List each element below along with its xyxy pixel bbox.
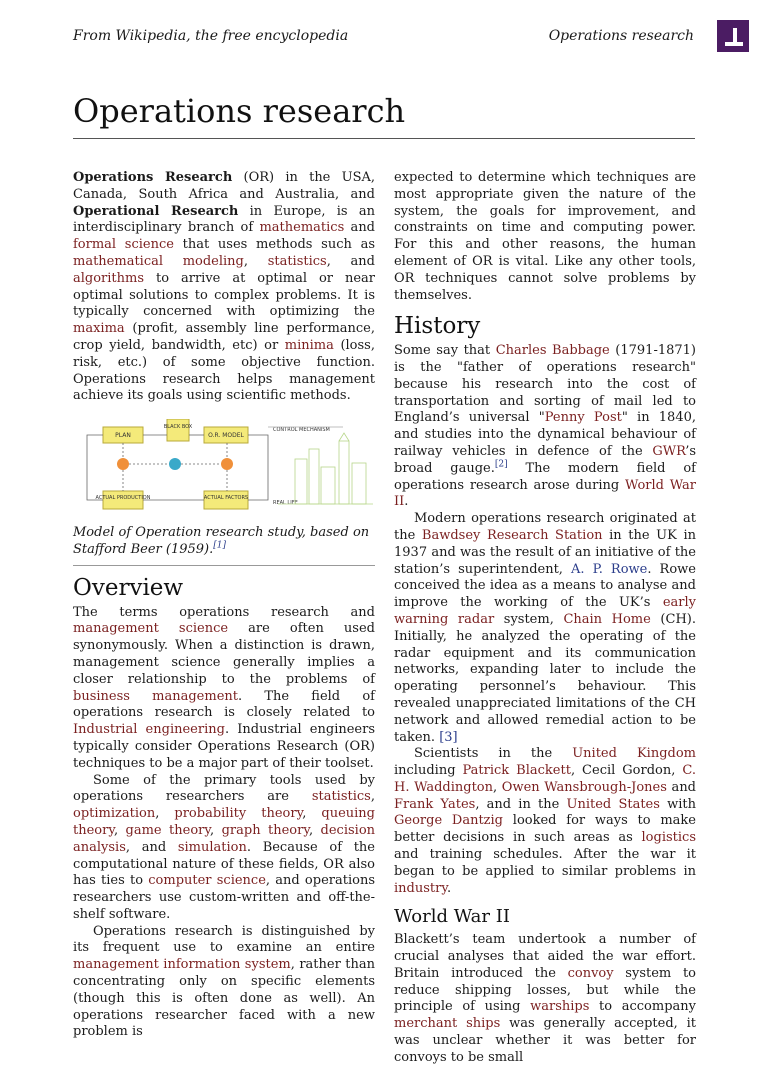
wiki-link[interactable]: Industrial engineering bbox=[73, 722, 225, 738]
text-run: The modern field of operations research arose during bbox=[394, 460, 696, 493]
text-run: to arrive at optimal or near optimal solutions to complex problems. It is typically concerned with optimizing the bbox=[73, 270, 375, 320]
text-run: , and bbox=[125, 839, 178, 855]
page-title: Operations research bbox=[73, 92, 406, 130]
city-sketch bbox=[278, 433, 373, 504]
wiki-link[interactable]: minima bbox=[284, 337, 334, 353]
overview-heading: Overview bbox=[73, 574, 184, 601]
plan-label: PLAN bbox=[115, 432, 131, 440]
text-run: Some of the primary tools used by operations researchers are bbox=[73, 772, 375, 805]
reference-link[interactable]: [3] bbox=[439, 729, 458, 745]
wiki-link[interactable]: United States bbox=[566, 796, 660, 812]
history-heading: History bbox=[394, 313, 481, 340]
reference-link[interactable]: A. P. Rowe bbox=[571, 561, 648, 577]
wiki-link[interactable]: graph theory bbox=[221, 822, 309, 838]
wiki-link[interactable]: game theory bbox=[125, 822, 211, 838]
text-run: system to reduce shipping losses, but while the principle of using bbox=[394, 965, 696, 1015]
wiki-link[interactable]: industry bbox=[394, 880, 447, 896]
wiki-link[interactable]: C. H. Waddington bbox=[394, 763, 696, 795]
wiki-link[interactable]: Charles Babbage bbox=[495, 343, 610, 359]
wiki-link[interactable]: mathematical modeling bbox=[73, 253, 244, 269]
text-run: . Industrial engineers typically consider Operations Research (OR) techniques to be a major part of their toolset. bbox=[73, 722, 375, 771]
wiki-link[interactable]: optimization bbox=[73, 806, 156, 822]
wiki-link[interactable]: World War II bbox=[394, 477, 696, 510]
text-run: , bbox=[210, 822, 222, 838]
node-right bbox=[221, 458, 233, 470]
text-run: system, bbox=[494, 611, 564, 627]
wiki-link[interactable]: logistics bbox=[641, 830, 696, 846]
text-run: are often used synonymously. When a distinction is drawn, management science generally implies a closer relationship to the problems of bbox=[73, 621, 375, 687]
caption-divider bbox=[73, 565, 375, 566]
black-box-label: BLACK BOX bbox=[163, 424, 193, 431]
text-run: . bbox=[404, 494, 409, 510]
text-run: was generally accepted, it was unclear whether it was better for convoys to be small bbox=[394, 1016, 696, 1065]
header-article-title: Operations research bbox=[548, 28, 694, 44]
text-run: Modern operations research originated at the bbox=[394, 511, 696, 543]
wiki-link[interactable]: maxima bbox=[73, 321, 125, 337]
ww2-paragraph-1 bbox=[394, 932, 696, 1066]
text-run: in Europe, is an interdisciplinary branch of bbox=[73, 203, 375, 236]
text-run: , bbox=[302, 806, 322, 822]
or-model-figure bbox=[73, 419, 375, 517]
text-run: Model of Operation research study, based on Stafford Beer (1959). bbox=[73, 525, 370, 557]
text-run: , bbox=[155, 806, 175, 822]
wiki-link[interactable]: management information system bbox=[73, 957, 291, 973]
text-run: to accompany bbox=[589, 999, 696, 1015]
text-run: Operations research is distinguished by its frequent use to examine an entire bbox=[73, 923, 375, 956]
node-left bbox=[117, 458, 129, 470]
text-run: , bbox=[308, 822, 321, 838]
wiki-link[interactable]: merchant ships bbox=[394, 1016, 501, 1032]
text-run: , rather than concentrating only on specific elements (though this is often done as well). An operations researcher faced with a new problem is bbox=[73, 957, 375, 1040]
black-box bbox=[167, 419, 189, 441]
wiki-link[interactable]: algorithms bbox=[73, 270, 145, 286]
overview-paragraph-continued bbox=[394, 170, 696, 304]
text-run: with bbox=[659, 796, 696, 812]
text-run: Some say that bbox=[394, 343, 496, 359]
bold-term: Operations Research bbox=[73, 170, 233, 185]
control-mechanism-label: CONTROL MECHANISM bbox=[273, 427, 330, 434]
wiki-link[interactable]: management science bbox=[73, 621, 229, 637]
bold-term: Operational Research bbox=[73, 203, 239, 219]
wiki-link[interactable]: Patrick Blackett bbox=[462, 763, 571, 779]
text-run: and bbox=[666, 779, 697, 795]
text-run: in the UK in 1937 and was the result of an initiative of the station’s superintendent, bbox=[394, 527, 696, 577]
text-run: (1791-1871) is the "father of operations research" because his research into the cost of transportation and sorting of mail led to England’s universal " bbox=[394, 343, 696, 426]
or-model-label: O.R. MODEL bbox=[208, 432, 244, 440]
header-source: From Wikipedia, the free encyclopedia bbox=[73, 28, 349, 44]
text-run: , and bbox=[326, 253, 375, 269]
history-paragraph-3 bbox=[394, 746, 696, 897]
text-run: including bbox=[394, 763, 463, 779]
wiki-link[interactable]: mathematics bbox=[259, 220, 345, 236]
ww2-heading: World War II bbox=[394, 906, 510, 928]
wiki-link[interactable]: simulation bbox=[177, 839, 247, 855]
real-life-label: REAL LIFE bbox=[273, 500, 298, 507]
left-column bbox=[73, 170, 375, 1041]
wiki-link[interactable]: George Dantzig bbox=[394, 813, 504, 829]
book-logo-icon bbox=[717, 20, 749, 52]
text-run: . Rowe conceived the idea as a means to analyse and improve the working of the UK’s bbox=[394, 561, 696, 611]
wiki-link[interactable]: probability theory bbox=[174, 806, 303, 822]
text-run: , bbox=[493, 779, 502, 795]
wiki-link[interactable]: Chain Home bbox=[563, 611, 651, 627]
wiki-link[interactable]: statistics bbox=[267, 253, 327, 269]
intro-paragraph bbox=[73, 170, 375, 405]
text-run: expected to determine which techniques are most appropriate given the nature of the system, the goals for improvement, and constraints on time and computing power. For this and other reasons, the human element of OR is vital. Like any other tools, OR techniques cannot solve problems by themselves. bbox=[394, 170, 696, 303]
text-run: looked for ways to make better decisions in such areas as bbox=[394, 813, 697, 846]
citation-link[interactable]: [1] bbox=[213, 540, 226, 551]
citation-link[interactable]: [2] bbox=[494, 459, 508, 470]
wiki-link[interactable]: business management bbox=[73, 688, 238, 704]
title-divider bbox=[73, 138, 695, 139]
text-run: , bbox=[370, 789, 375, 805]
wiki-link[interactable]: Penny Post bbox=[544, 410, 622, 426]
text-run: and training schedules. After the war it began to be applied to similar problems in bbox=[394, 847, 696, 879]
actual-production-label: ACTUAL PRODUCTION bbox=[95, 495, 151, 502]
text-run: that uses methods such as bbox=[173, 237, 376, 253]
text-run: , and in the bbox=[475, 796, 567, 812]
overview-paragraph-1 bbox=[73, 605, 375, 773]
text-run: Blackett’s team undertook a number of crucial analyses that aided the war effort. Britain introduced the bbox=[394, 932, 696, 981]
text-run: " in 1840, and studies into the dynamical behaviour of railway vehicles in defence of the bbox=[394, 410, 696, 459]
wiki-link[interactable]: formal science bbox=[73, 237, 174, 253]
node-center bbox=[169, 458, 181, 470]
wiki-link[interactable]: warships bbox=[530, 999, 590, 1015]
overview-paragraph-2 bbox=[73, 773, 375, 924]
wiki-link[interactable]: computer science bbox=[148, 873, 266, 889]
actual-factors-label: ACTUAL FACTORS bbox=[203, 495, 249, 502]
text-run: , bbox=[113, 822, 126, 838]
text-run: , bbox=[243, 253, 268, 269]
text-run: and bbox=[344, 220, 376, 236]
text-run: ’s broad gauge. bbox=[394, 443, 696, 476]
text-run: . Because of the computational nature of these fields, OR also has ties to bbox=[73, 839, 375, 889]
wiki-link[interactable]: Bawdsey Research Station bbox=[421, 527, 603, 543]
wiki-link[interactable]: United Kingdom bbox=[572, 746, 696, 762]
text-run: The terms operations research and bbox=[73, 604, 375, 620]
wiki-link[interactable]: convoy bbox=[567, 965, 614, 981]
right-column bbox=[394, 170, 696, 1067]
text-run: (OR) in the USA, Canada, South Africa and Australia, and bbox=[73, 170, 375, 202]
text-run: Scientists in the bbox=[414, 746, 573, 762]
figure-caption bbox=[73, 525, 375, 559]
wiki-link[interactable]: queuing theory bbox=[73, 806, 375, 838]
history-paragraph-1 bbox=[394, 343, 696, 511]
wiki-link[interactable]: decision analysis bbox=[73, 822, 376, 855]
wiki-link[interactable]: statistics bbox=[311, 789, 371, 805]
text-run: (profit, assembly line performance, crop yield, bandwidth, etc) or bbox=[73, 321, 375, 353]
wiki-link[interactable]: GWR bbox=[652, 443, 686, 459]
history-paragraph-2 bbox=[394, 511, 696, 746]
wiki-link[interactable]: Frank Yates bbox=[394, 796, 476, 812]
wiki-link[interactable]: Owen Wansbrough-Jones bbox=[501, 779, 667, 795]
text-run: (loss, risk, etc.) of some objective function. Operations research helps management achieve its goals using scientific methods. bbox=[73, 337, 375, 404]
or-model-diagram bbox=[73, 419, 375, 517]
text-run: . The field of operations research is closely related to bbox=[73, 688, 375, 721]
text-run: (CH). Initially, he analyzed the operating of the radar equipment and its communication networks, expanding later to include the operating personnel’s behaviour. This revealed unappreciated limitations of the CH network and allowed remedial action to be taken. bbox=[394, 611, 696, 745]
text-run: , and operations researchers use custom-written and off-the-shelf software. bbox=[73, 873, 375, 922]
wiki-link[interactable]: early warning radar bbox=[394, 595, 696, 627]
text-run: . bbox=[446, 880, 452, 896]
text-run: , Cecil Gordon, bbox=[570, 763, 683, 779]
